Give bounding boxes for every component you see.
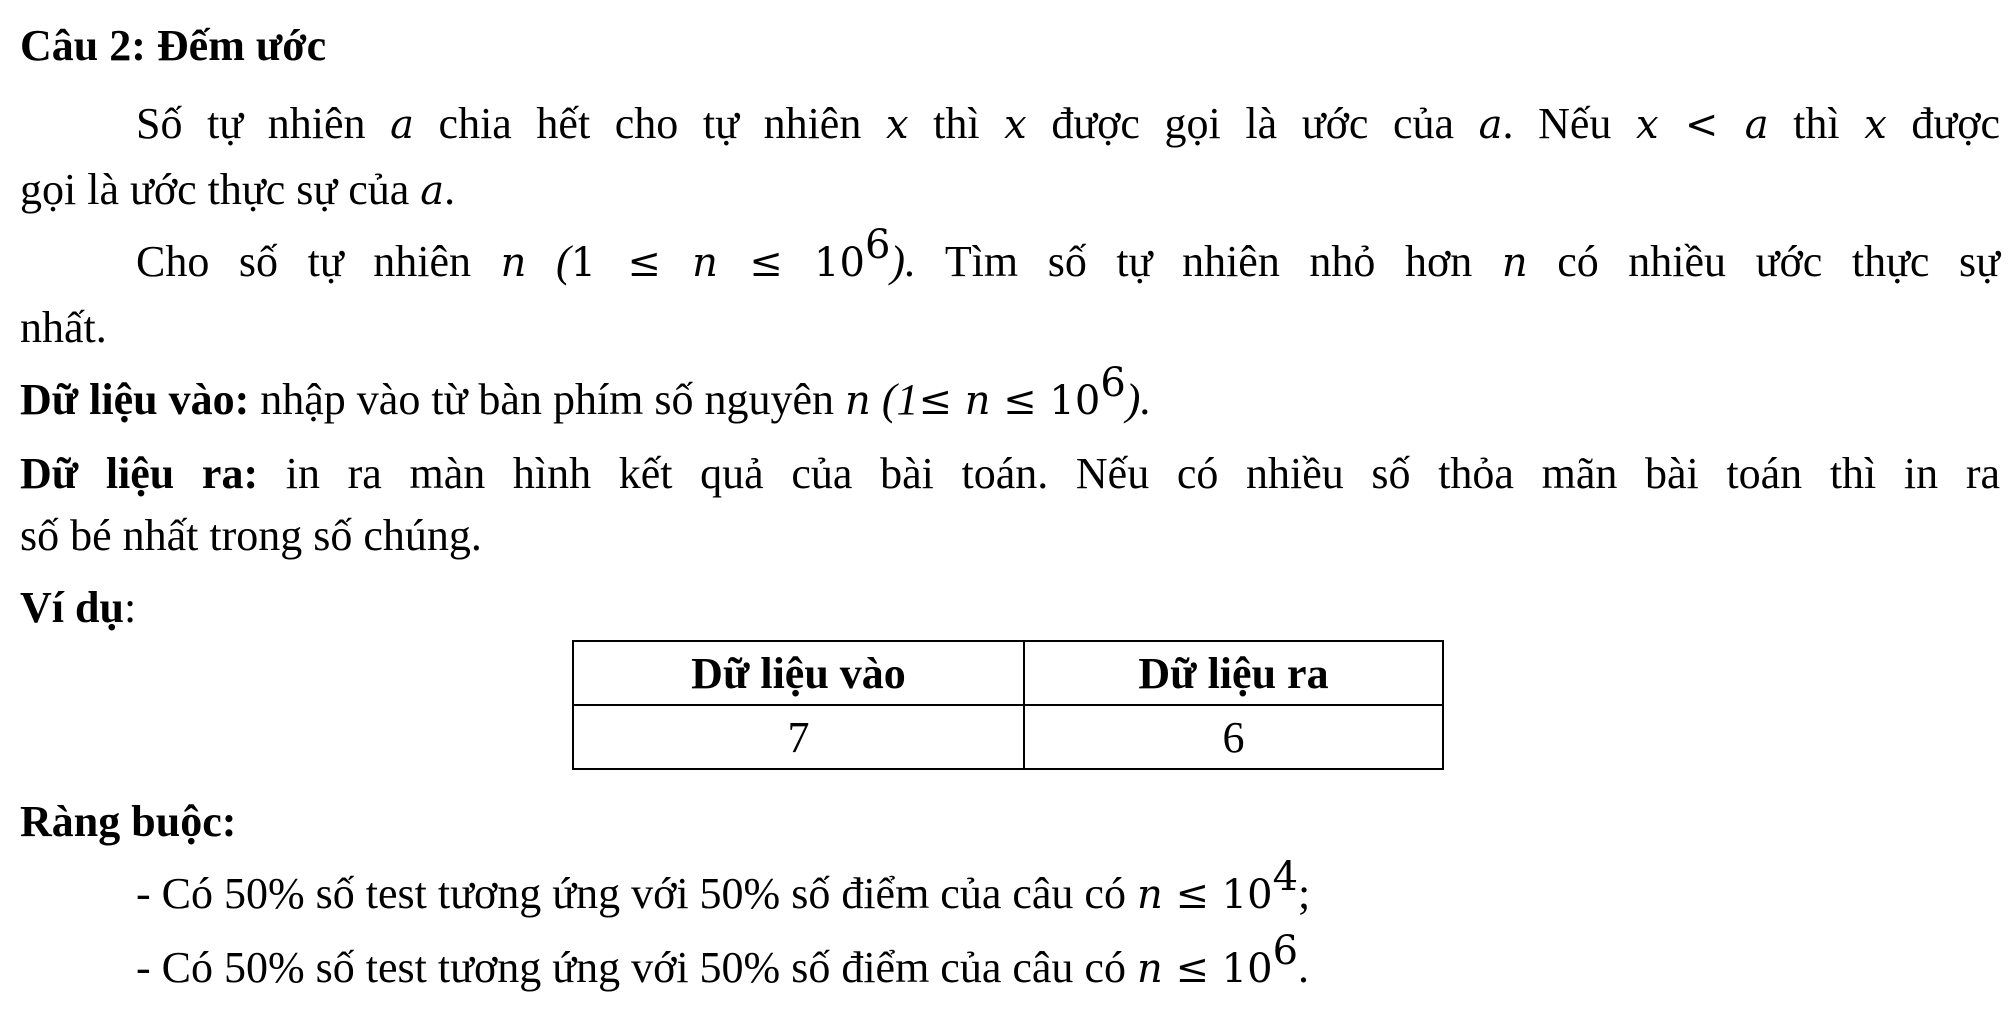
paragraph-1-line-1: Số tự nhiên a chia hết cho tự nhiên x thì x được gọi là ước của a. Nếu x < a thì x được bbox=[136, 99, 2001, 148]
problem-title: Câu 2: Đếm ước bbox=[20, 21, 327, 70]
table-header-row bbox=[573, 641, 1443, 705]
constraint-item-2: - Có 50% số test tương ứng với 50% số điểm của câu có $n \le 10^6$. bbox=[136, 928, 1310, 992]
table-row bbox=[573, 705, 1443, 769]
paragraph-2-line-1: Cho số tự nhiên n $(1 \le n \le 10^6)$. Tìm số tự nhiên nhỏ hơn n có nhiều ước thực sự bbox=[136, 222, 2000, 286]
example-label: Ví dụ: bbox=[20, 583, 137, 632]
input-section: Dữ liệu vào: nhập vào từ bàn phím số nguyên n $(1\le n \le 10^6)$. bbox=[20, 360, 1152, 424]
table-header-output: Dữ liệu ra bbox=[1024, 641, 1443, 705]
table-header-input: Dữ liệu vào bbox=[573, 641, 1024, 705]
output-section-line-2: số bé nhất trong số chúng. bbox=[20, 511, 482, 560]
output-section-line-1: Dữ liệu ra: in ra màn hình kết quả của bài toán. Nếu có nhiều số thỏa mãn bài toán thì in ra bbox=[20, 449, 2000, 498]
constraints-label: Ràng buộc: bbox=[20, 797, 237, 846]
paragraph-2-line-2: nhất. bbox=[20, 303, 107, 352]
table-cell-input: 7 bbox=[573, 705, 1024, 769]
example-table bbox=[572, 640, 1444, 770]
table-cell-output: 6 bbox=[1024, 705, 1443, 769]
constraint-item-1: - Có 50% số test tương ứng với 50% số điểm của câu có $n \le 10^4$; bbox=[136, 854, 1311, 918]
paragraph-1-line-2: gọi là ước thực sự của a. bbox=[20, 165, 456, 214]
